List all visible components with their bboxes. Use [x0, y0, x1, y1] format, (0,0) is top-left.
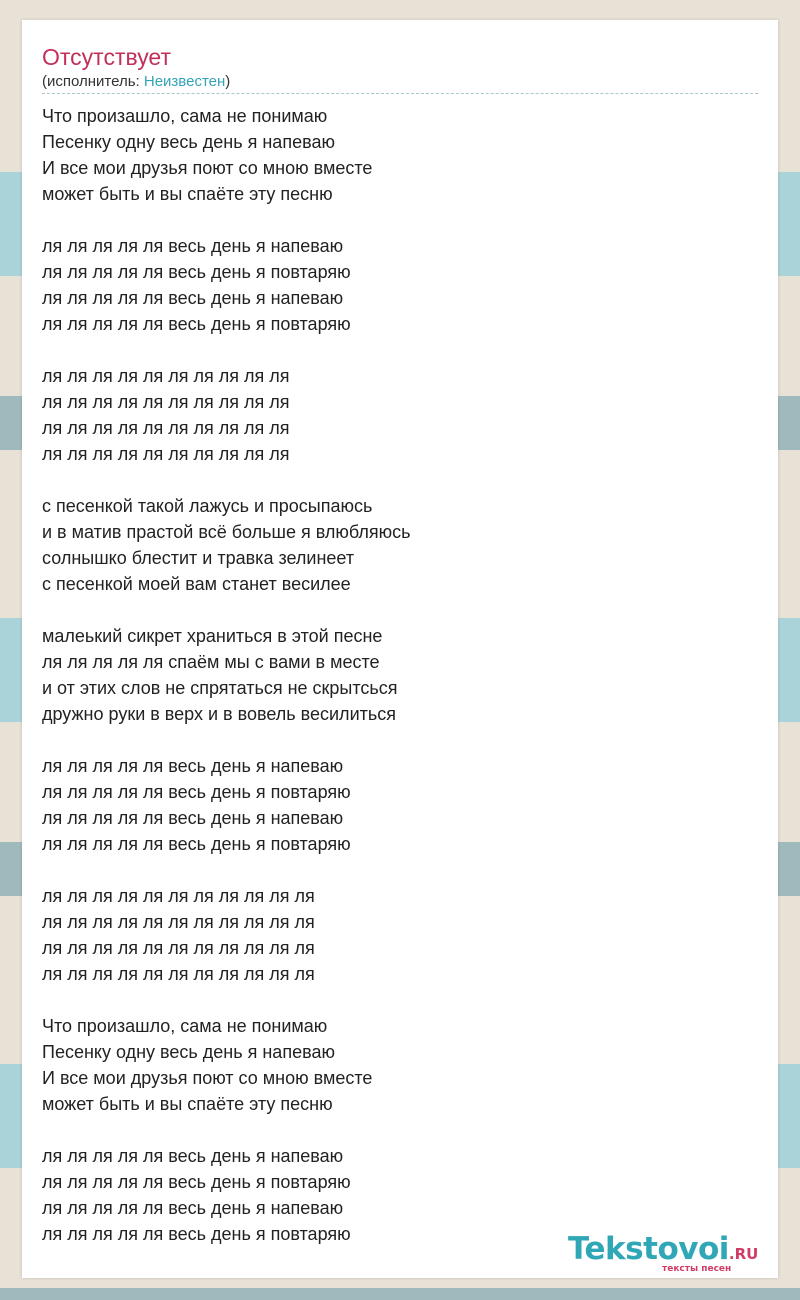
lyric-line: с песенкой такой лажусь и просыпаюсь	[42, 496, 373, 516]
stanza-break	[42, 857, 758, 883]
lyric-line: дружно руки в верх и в вовель весилиться	[42, 704, 396, 724]
lyric-line: с песенкой моей вам станет весилее	[42, 574, 351, 594]
lyric-line: ля ля ля ля ля весь день я напеваю	[42, 236, 344, 256]
lyric-line: ля ля ля ля ля ля ля ля ля ля	[42, 392, 290, 412]
logo-name: Tekstovoi	[568, 1231, 729, 1267]
stanza-break	[42, 597, 758, 623]
title-divider	[42, 93, 758, 94]
lyric-line: ля ля ля ля ля весь день я повтаряю	[42, 834, 351, 854]
lyric-line: ля ля ля ля ля весь день я напеваю	[42, 1198, 344, 1218]
lyric-line: ля ля ля ля ля весь день я повтаряю	[42, 1172, 351, 1192]
stanza-break	[42, 207, 758, 233]
performer-label: (исполнитель:	[42, 73, 144, 90]
lyric-line: ля ля ля ля ля весь день я повтаряю	[42, 1224, 351, 1244]
stanza-break	[42, 727, 758, 753]
stanza-break	[42, 1117, 758, 1143]
lyric-line: Песенку одну весь день я напеваю	[42, 132, 335, 152]
lyric-line: ля ля ля ля ля весь день я напеваю	[42, 288, 344, 308]
lyric-line: малеький сикрет храниться в этой песне	[42, 626, 383, 646]
lyric-line: ля ля ля ля ля ля ля ля ля ля	[42, 366, 290, 386]
lyric-line: ля ля ля ля ля весь день я повтаряю	[42, 782, 351, 802]
site-logo[interactable]	[568, 1230, 778, 1278]
lyric-line: ля ля ля ля ля весь день я напеваю	[42, 756, 344, 776]
performer-close: )	[225, 73, 231, 90]
artist-link[interactable]: Неизвестен	[143, 73, 226, 90]
lyric-line: Что произашло, сама не понимаю	[42, 1016, 328, 1036]
lyric-line: и от этих слов не спрятаться не скрытсься	[42, 678, 398, 698]
lyric-line: Что произашло, сама не понимаю	[42, 106, 328, 126]
lyric-line: ля ля ля ля ля ля ля ля ля ля ля	[42, 938, 315, 958]
lyric-line: И все мои друзья поют со мною вместе	[42, 1068, 373, 1088]
lyric-line: ля ля ля ля ля весь день я напеваю	[42, 1146, 344, 1166]
lyric-line: ля ля ля ля ля ля ля ля ля ля ля	[42, 886, 315, 906]
lyric-line: Песенку одну весь день я напеваю	[42, 1042, 335, 1062]
lyric-line: ля ля ля ля ля ля ля ля ля ля ля	[42, 964, 315, 984]
lyric-line: ля ля ля ля ля весь день я повтаряю	[42, 262, 351, 282]
lyric-line: ля ля ля ля ля весь день я повтаряю	[42, 314, 351, 334]
performer-line	[42, 73, 230, 91]
lyric-line: И все мои друзья поют со мною вместе	[42, 158, 373, 178]
lyric-line: ля ля ля ля ля ля ля ля ля ля	[42, 418, 290, 438]
lyric-line: ля ля ля ля ля весь день я напеваю	[42, 808, 344, 828]
lyrics-text	[42, 103, 758, 1247]
lyric-line: солнышко блестит и травка зелинеет	[42, 548, 355, 568]
lyric-line: может быть и вы спаёте эту песню	[42, 184, 333, 204]
logo-tagline: тексты песен	[662, 1264, 732, 1274]
lyric-line: и в матив прастой всё больше я влюбляюсь	[42, 522, 411, 542]
lyric-line: ля ля ля ля ля ля ля ля ля ля	[42, 444, 290, 464]
song-title: Отсутствует	[42, 44, 171, 70]
stanza-break	[42, 337, 758, 363]
lyrics-card	[22, 20, 778, 1278]
lyric-line: может быть и вы спаёте эту песню	[42, 1094, 333, 1114]
lyric-line: ля ля ля ля ля спаём мы с вами в месте	[42, 652, 380, 672]
stanza-break	[42, 987, 758, 1013]
stanza-break	[42, 467, 758, 493]
logo-tld: .RU	[728, 1245, 759, 1263]
lyric-line: ля ля ля ля ля ля ля ля ля ля ля	[42, 912, 315, 932]
